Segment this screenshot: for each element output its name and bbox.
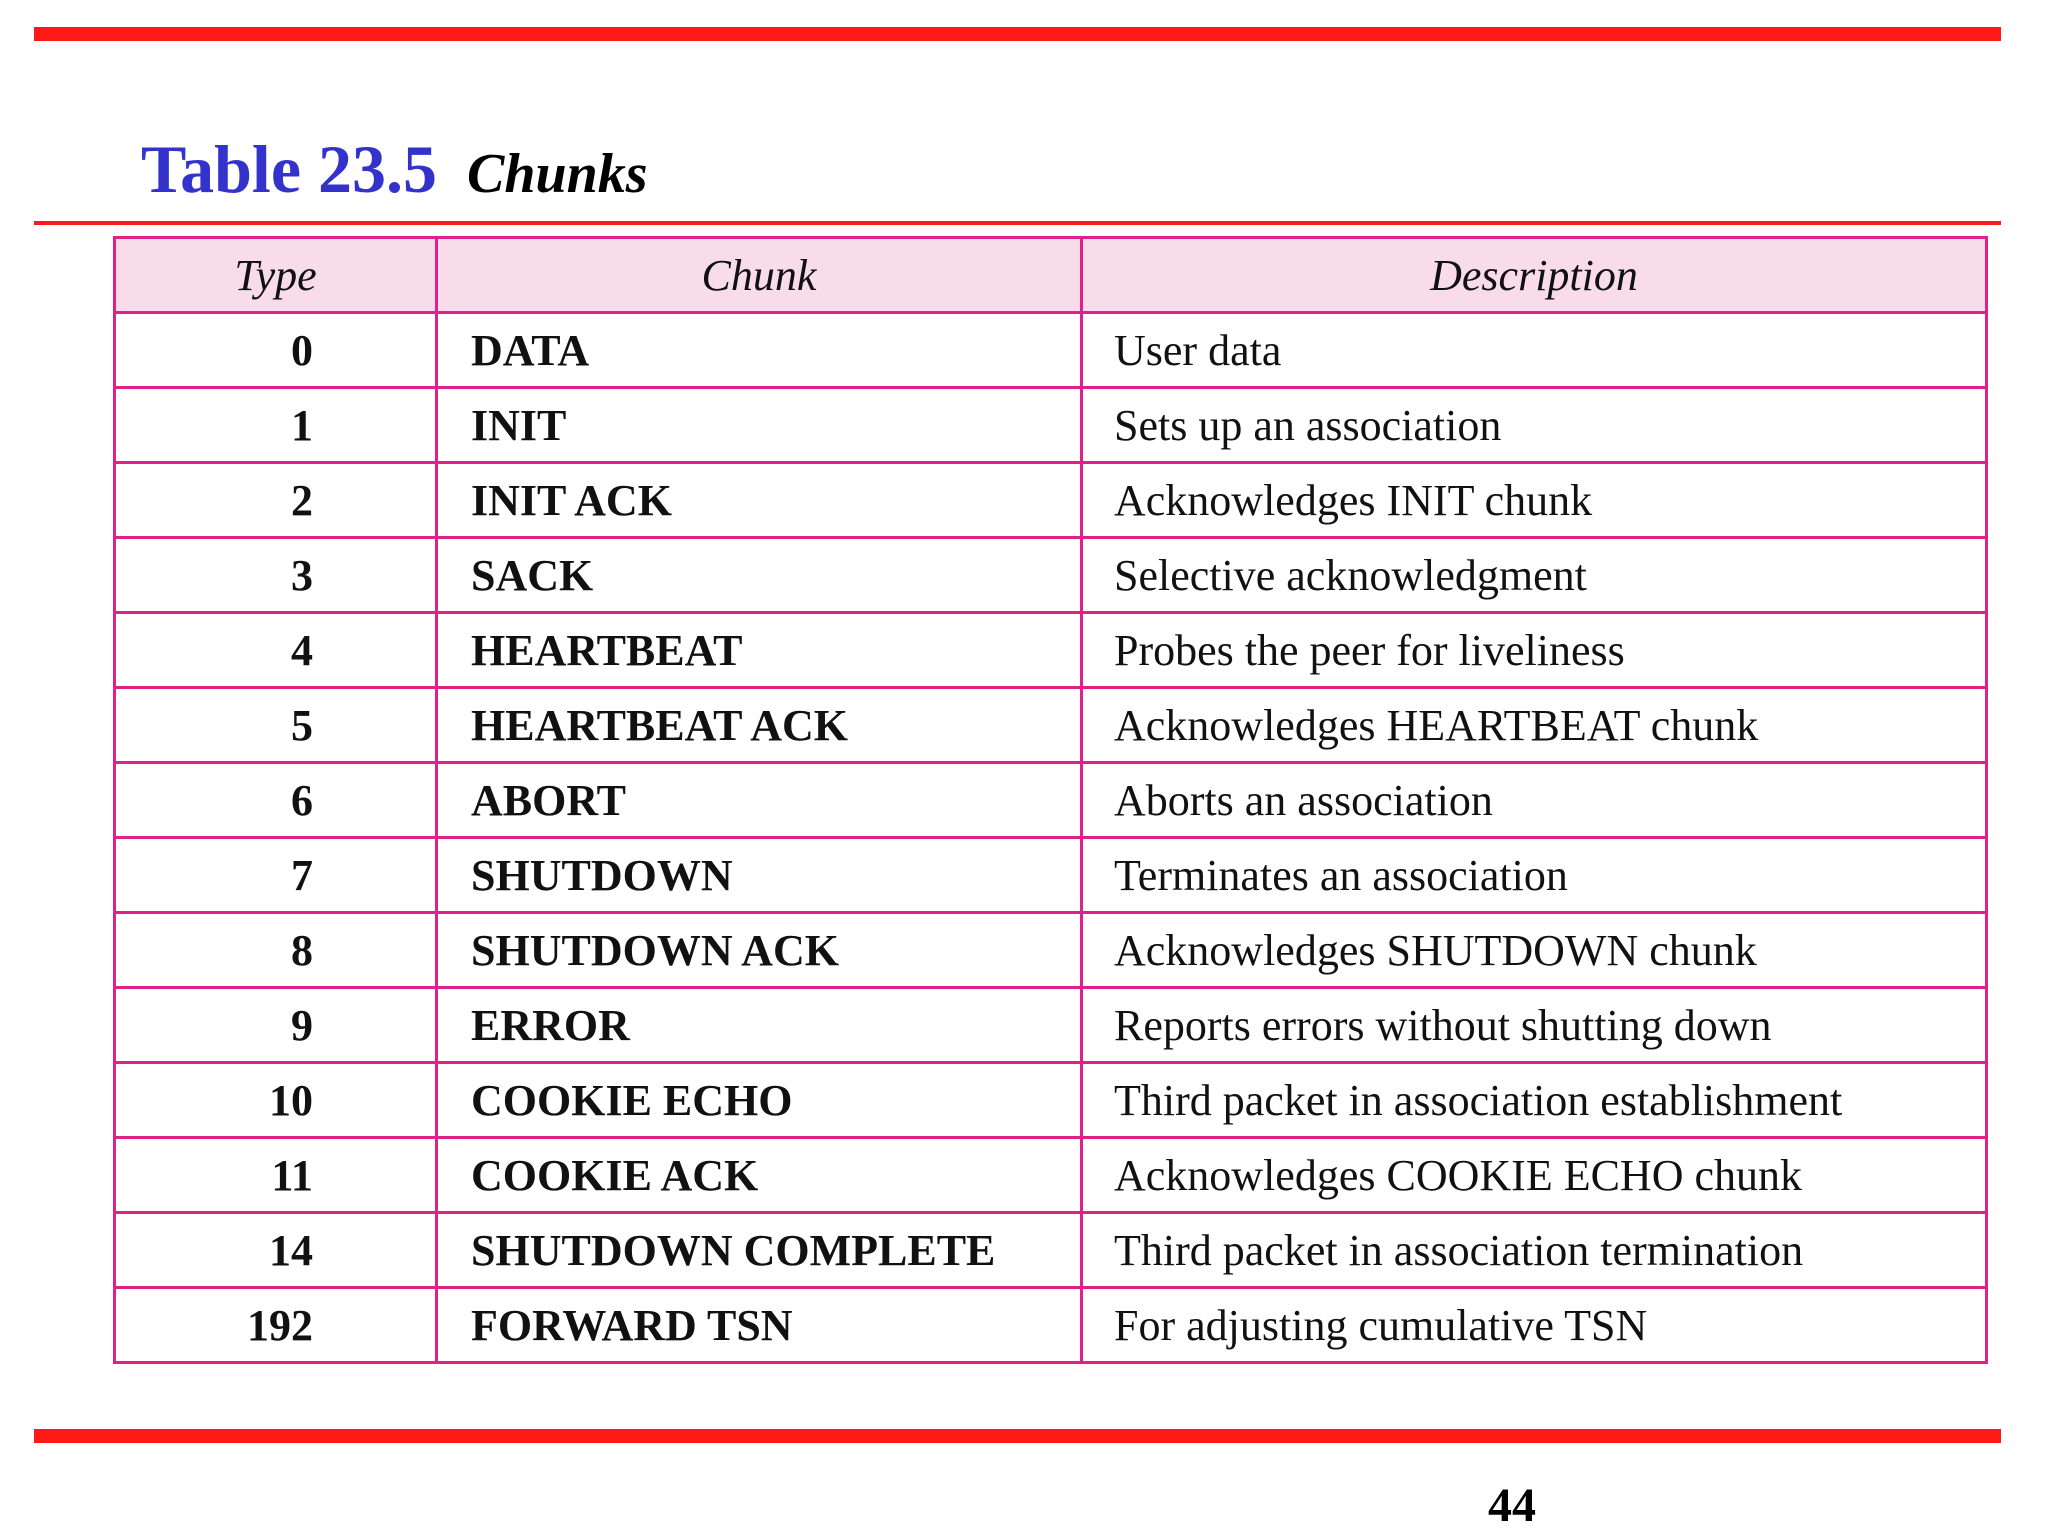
cell-description: Terminates an association — [1082, 838, 1987, 913]
top-red-rule — [34, 27, 2001, 41]
cell-type: 0 — [115, 313, 437, 388]
cell-chunk: INIT — [437, 388, 1082, 463]
cell-chunk: SHUTDOWN ACK — [437, 913, 1082, 988]
cell-type: 8 — [115, 913, 437, 988]
table-row — [115, 838, 1987, 913]
cell-description: Probes the peer for liveliness — [1082, 613, 1987, 688]
cell-description: Acknowledges COOKIE ECHO chunk — [1082, 1138, 1987, 1213]
cell-chunk: FORWARD TSN — [437, 1288, 1082, 1363]
cell-type: 2 — [115, 463, 437, 538]
table-row — [115, 1063, 1987, 1138]
table-body — [115, 313, 1987, 1363]
table-row — [115, 613, 1987, 688]
header-chunk: Chunk — [437, 238, 1082, 313]
table-row — [115, 1288, 1987, 1363]
cell-description: Aborts an association — [1082, 763, 1987, 838]
cell-chunk: ERROR — [437, 988, 1082, 1063]
table-row — [115, 913, 1987, 988]
cell-type: 4 — [115, 613, 437, 688]
cell-description: Acknowledges SHUTDOWN chunk — [1082, 913, 1987, 988]
page-number: 44 — [1488, 1479, 1536, 1532]
cell-type: 3 — [115, 538, 437, 613]
cell-type: 192 — [115, 1288, 437, 1363]
cell-description: Selective acknowledgment — [1082, 538, 1987, 613]
table-row — [115, 1213, 1987, 1288]
table-row — [115, 688, 1987, 763]
cell-chunk: ABORT — [437, 763, 1082, 838]
cell-description: Acknowledges INIT chunk — [1082, 463, 1987, 538]
table-row — [115, 1138, 1987, 1213]
table-name: Chunks — [467, 143, 648, 205]
cell-type: 5 — [115, 688, 437, 763]
cell-type: 10 — [115, 1063, 437, 1138]
cell-chunk: SHUTDOWN COMPLETE — [437, 1213, 1082, 1288]
cell-chunk: HEARTBEAT — [437, 613, 1082, 688]
cell-type: 11 — [115, 1138, 437, 1213]
cell-description: For adjusting cumulative TSN — [1082, 1288, 1987, 1363]
table-row — [115, 388, 1987, 463]
cell-type: 1 — [115, 388, 437, 463]
cell-chunk: COOKIE ACK — [437, 1138, 1082, 1213]
table-title — [141, 130, 648, 210]
cell-chunk: SHUTDOWN — [437, 838, 1082, 913]
cell-chunk: INIT ACK — [437, 463, 1082, 538]
cell-chunk: SACK — [437, 538, 1082, 613]
table-row — [115, 763, 1987, 838]
header-description: Description — [1082, 238, 1987, 313]
title-underline-rule — [34, 221, 2001, 225]
chunks-table — [113, 236, 1988, 1364]
cell-chunk: COOKIE ECHO — [437, 1063, 1082, 1138]
cell-description: Reports errors without shutting down — [1082, 988, 1987, 1063]
cell-chunk: HEARTBEAT ACK — [437, 688, 1082, 763]
table-row — [115, 988, 1987, 1063]
cell-description: Third packet in association termination — [1082, 1213, 1987, 1288]
table-header-row — [115, 238, 1987, 313]
table-row — [115, 463, 1987, 538]
cell-type: 6 — [115, 763, 437, 838]
cell-description: Acknowledges HEARTBEAT chunk — [1082, 688, 1987, 763]
table-number: Table 23.5 — [141, 131, 438, 207]
bottom-red-rule — [34, 1429, 2001, 1443]
cell-type: 7 — [115, 838, 437, 913]
cell-type: 9 — [115, 988, 437, 1063]
table-row — [115, 538, 1987, 613]
cell-type: 14 — [115, 1213, 437, 1288]
cell-description: User data — [1082, 313, 1987, 388]
table-row — [115, 313, 1987, 388]
cell-description: Sets up an association — [1082, 388, 1987, 463]
cell-description: Third packet in association establishment — [1082, 1063, 1987, 1138]
cell-chunk: DATA — [437, 313, 1082, 388]
header-type: Type — [115, 238, 437, 313]
